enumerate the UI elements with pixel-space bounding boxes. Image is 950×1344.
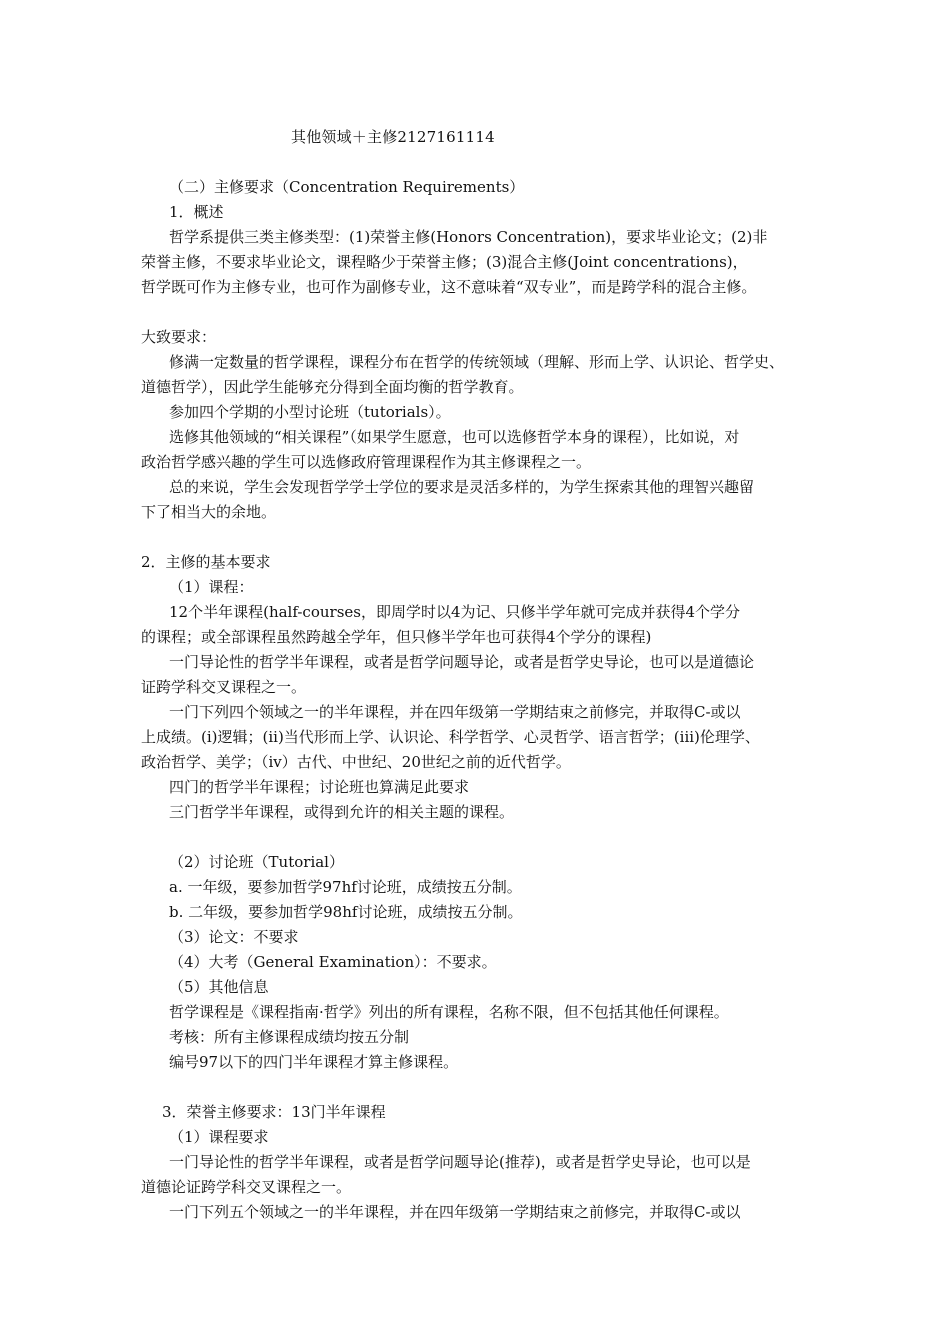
paragraph-line: 一门导论性的哲学半年课程，或者是哲学问题导论，或者是哲学史导论，也可以是道德论: [169, 653, 755, 671]
general-requirements-heading: 大致要求：: [141, 328, 217, 346]
paragraph-line: 下了相当大的余地。: [141, 503, 277, 521]
paragraph-line: 上成绩。(i)逻辑；(ii)当代形而上学、认识论、科学哲学、心灵哲学、语言哲学；(iii)伦理学、: [141, 728, 760, 746]
paragraph-line: 证跨学科交叉课程之一。: [141, 678, 307, 696]
paragraph-line: 参加四个学期的小型讨论班（tutorials）。: [169, 403, 451, 421]
honors-requirements-heading: 3．荣誉主修要求：13门半年课程: [162, 1103, 386, 1121]
exam-line: （4）大考（General Examination）：不要求。: [169, 953, 497, 971]
course-requirements-heading: （1）课程要求: [169, 1128, 269, 1146]
paragraph-line: 一门导论性的哲学半年课程，或者是哲学问题导论(推荐)，或者是哲学史导论，也可以是: [169, 1153, 751, 1171]
paragraph-line: 道德哲学），因此学生能够充分得到全面均衡的哲学教育。: [141, 378, 524, 396]
paragraph-line: 政治哲学、美学；（iv）古代、中世纪、20世纪之前的近代哲学。: [141, 753, 571, 771]
basic-requirements-heading: 2．主修的基本要求: [141, 553, 271, 571]
paragraph-line: 总的来说，学生会发现哲学学士学位的要求是灵活多样的，为学生探索其他的理智兴趣留: [169, 478, 755, 496]
paragraph-line: 哲学课程是《课程指南·哲学》列出的所有课程，名称不限，但不包括其他任何课程。: [169, 1003, 729, 1021]
thesis-line: （3）论文：不要求: [169, 928, 299, 946]
paragraph-line: 考核：所有主修课程成绩均按五分制: [169, 1028, 410, 1046]
paragraph-line: 哲学既可作为主修专业，也可作为副修专业，这不意味着“双专业”，而是跨学科的混合主修。: [141, 278, 757, 296]
other-info-heading: （5）其他信息: [169, 978, 269, 996]
section-heading: （二）主修要求（Concentration Requirements）: [169, 178, 525, 196]
paragraph-line: 一门下列四个领域之一的半年课程，并在四年级第一学期结束之前修完，并取得C-或以: [169, 703, 741, 721]
paragraph-line: 编号97以下的四门半年课程才算主修课程。: [169, 1053, 459, 1071]
paragraph-line: 的课程；或全部课程虽然跨越全学年，但只修半学年也可获得4个学分的课程): [141, 628, 652, 646]
paragraph-line: 一门下列五个领域之一的半年课程，并在四年级第一学期结束之前修完，并取得C-或以: [169, 1203, 741, 1221]
paragraph-line: a. 一年级，要参加哲学97hf讨论班，成绩按五分制。: [169, 878, 522, 896]
paragraph-line: 三门哲学半年课程，或得到允许的相关主题的课程。: [169, 803, 515, 821]
courses-heading: （1）课程：: [169, 578, 254, 596]
tutorial-heading: （2）讨论班（Tutorial）: [169, 853, 344, 871]
paragraph-line: 政治哲学感兴趣的学生可以选修政府管理课程作为其主修课程之一。: [141, 453, 592, 471]
paragraph-line: 修满一定数量的哲学课程，课程分布在哲学的传统领域（理解、形而上学、认识论、哲学史、: [169, 353, 785, 371]
document-title: 其他领域＋主修2127161114: [291, 128, 495, 146]
paragraph-line: 荣誉主修，不要求毕业论文，课程略少于荣誉主修；(3)混合主修(Joint concentrations)，: [141, 253, 748, 271]
paragraph-line: 哲学系提供三类主修类型：(1)荣誉主修(Honors Concentration)，要求毕业论文；(2)非: [169, 228, 768, 246]
overview-heading: 1．概述: [169, 203, 224, 221]
paragraph-line: 道德论证跨学科交叉课程之一。: [141, 1178, 352, 1196]
paragraph-line: b. 二年级，要参加哲学98hf讨论班，成绩按五分制。: [169, 903, 523, 921]
paragraph-line: 选修其他领域的“相关课程”（如果学生愿意，也可以选修哲学本身的课程），比如说，对: [169, 428, 740, 446]
paragraph-line: 12个半年课程(half-courses，即周学时以4为记、只修半学年就可完成并获得4个学分: [169, 603, 741, 621]
paragraph-line: 四门的哲学半年课程；讨论班也算满足此要求: [169, 778, 470, 796]
